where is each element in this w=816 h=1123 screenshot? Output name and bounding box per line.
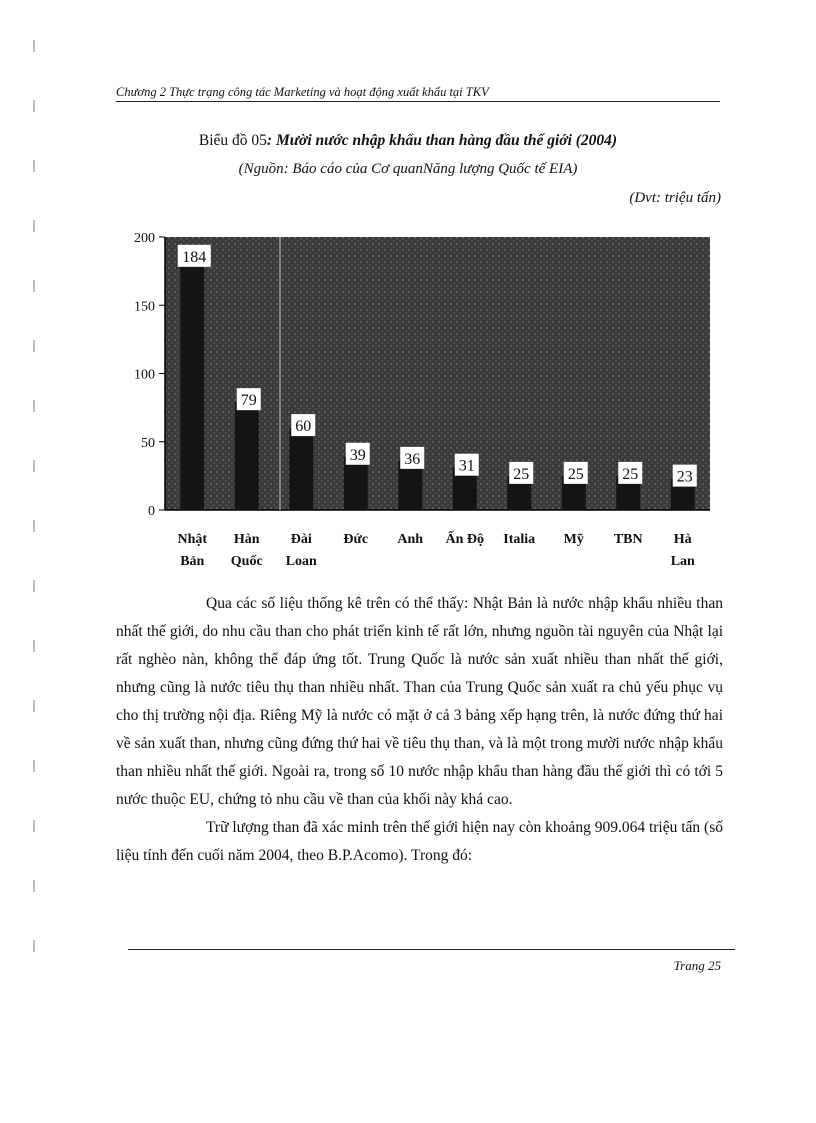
data-label: 60 xyxy=(295,418,312,436)
x-tick-label: Nhật xyxy=(177,532,208,547)
x-tick-label: Anh xyxy=(397,532,424,547)
y-tick-label: 150 xyxy=(134,299,155,315)
y-tick-label: 100 xyxy=(134,367,155,383)
body-text xyxy=(116,590,723,870)
chart-caption-prefix: Biểu đồ 05 xyxy=(198,132,267,149)
x-tick-label: Quốc xyxy=(230,554,263,569)
bar-chart xyxy=(120,225,720,575)
chart-unit: (Dvt: triệu tấn) xyxy=(629,190,721,206)
data-label: 79 xyxy=(240,392,257,410)
data-label: 36 xyxy=(404,450,421,468)
x-tick-label: Ấn Độ xyxy=(445,532,485,547)
x-tick-label: Italia xyxy=(503,532,536,547)
chart-source: (Nguồn: Báo cáo của Cơ quanNăng lượng Quốc tế EIA) xyxy=(238,161,578,177)
bar xyxy=(235,402,259,510)
chapter-header: Chương 2 Thực trạng công tác Marketing và hoạt động xuất khẩu tại TKV xyxy=(116,84,720,102)
body-paragraph: Trữ lượng than đã xác minh trên thế giới hiện nay còn khoảng 909.064 triệu tấn (số liệu tính đến cuối năm 2004, theo B.P.Acomo). Trong đó: xyxy=(116,819,723,864)
data-label: 25 xyxy=(513,465,530,483)
x-tick-label: Lan xyxy=(670,554,695,569)
footer-divider xyxy=(128,949,735,950)
x-tick-label: TBN xyxy=(613,532,643,547)
data-label: 25 xyxy=(622,465,639,483)
y-tick-label: 200 xyxy=(134,231,155,246)
data-label: 31 xyxy=(458,457,475,475)
x-tick-label: Loan xyxy=(285,554,317,569)
bar xyxy=(180,259,204,510)
chart-caption xyxy=(0,132,816,150)
body-paragraph: Qua các số liệu thống kê trên có thể thấy: Nhật Bản là nước nhập khẩu nhiều than nhất thế giới, do nhu cầu than cho phát triển kinh tế rất lớn, nhưng nguồn tài nguyên của Nhật lại rất nghèo nàn, không thể đáp ứng tốt. Trung Quốc là nước sản xuất nhiều than nhất thế giới, nhưng cũng là nước tiêu thụ than nhiều nhất. Than của Trung Quốc sản xuất ra chủ yếu phục vụ cho thị trường nội địa. Riêng Mỹ là nước có mặt ở cả 3 bảng xếp hạng trên, là nước đứng thứ hai về sản xuất than, nhưng cũng đứng thứ hai về tiêu thụ than, và là một trong mười nước nhập khẩu than nhiều nhất thế giới. Ngoài ra, trong số 10 nước nhập khẩu than hàng đầu thế giới thì có tới 5 nước thuộc EU, chứng tỏ nhu cầu về than của khối này khá cao. xyxy=(116,595,723,808)
x-tick-label: Hàn xyxy=(233,532,260,547)
data-label: 184 xyxy=(182,248,207,266)
page-number: Trang 25 xyxy=(673,958,721,973)
scan-margin-marks xyxy=(33,40,35,980)
y-tick-label: 0 xyxy=(148,504,155,519)
chart-caption-title: : Mười nước nhập khẩu than hàng đầu thế giới (2004) xyxy=(266,132,618,149)
data-label: 25 xyxy=(567,465,584,483)
bar xyxy=(289,428,313,510)
x-tick-label: Đức xyxy=(343,532,369,547)
x-tick-label: Bản xyxy=(180,554,205,569)
x-tick-label: Hà xyxy=(673,532,692,547)
data-label: 39 xyxy=(349,446,366,464)
y-tick-label: 50 xyxy=(141,435,155,451)
x-tick-label: Mỹ xyxy=(563,532,584,547)
data-label: 23 xyxy=(676,468,693,486)
x-tick-label: Đài xyxy=(290,532,312,547)
